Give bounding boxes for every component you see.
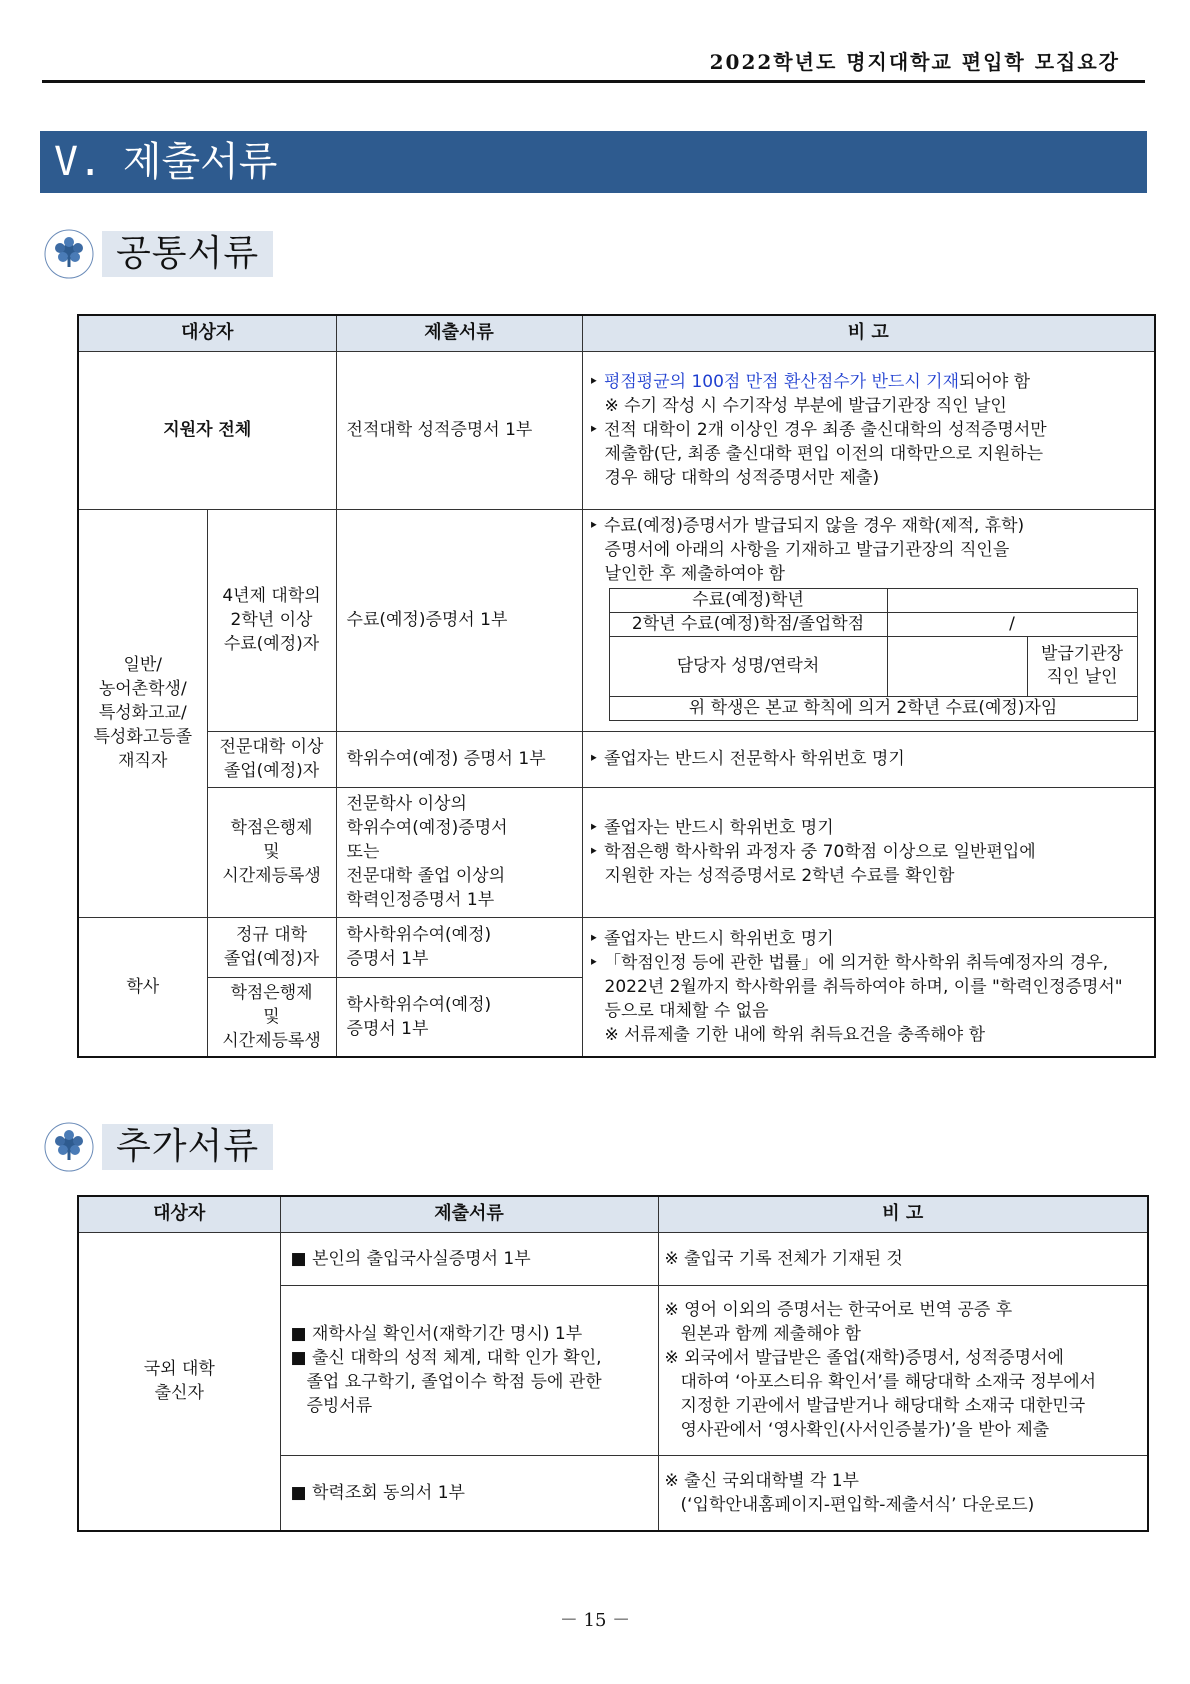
group-cell-general: 일반/ 농어촌학생/ 특성화고교/ 특성화고등졸 재직자 [78,509,207,917]
university-seal-logo [40,1120,98,1174]
column-header-remarks: 비 고 [658,1196,1148,1232]
section-number: V. [54,139,103,185]
document-cell: ■ 본인의 출입국사실증명서 1부 [280,1232,658,1285]
document-cell: 수료(예정)증명서 1부 [336,509,582,731]
table-row [78,1232,1148,1285]
triangle-bullet-icon: ‣ [588,420,599,440]
subheading-additional [40,1120,273,1174]
triangle-bullet-icon: ‣ [588,818,599,838]
table-row [78,917,1155,977]
certificate-form-table [609,588,1138,721]
column-header-target: 대상자 [78,315,336,351]
table-row [78,731,1155,787]
remarks-cell: ‣ 졸업자는 반드시 전문학사 학위번호 명기 [582,731,1155,787]
table-header-row [78,315,1155,351]
subtarget-cell: 정규 대학 졸업(예정)자 [207,917,336,977]
remarks-cell: ‣ 평점평균의 100점 만점 환산점수가 반드시 기재되어야 함 ※ 수기 작성 시 수기작성 부분에 발급기관장 직인 날인 ‣ 전적 대학이 2개 이상인 경우 최종 출신대학의 성적증명서만 제출함(단, 최종 출신대학 편입 이전의 대학만으로 지원하는 경우 해당 대학의 성적증명서만 제출) [582,351,1155,509]
table-header-row [78,1196,1148,1232]
target-cell: 지원자 전체 [78,351,336,509]
target-cell: 국외 대학 출신자 [78,1232,280,1531]
document-cell: ■ 재학사실 확인서(재학기간 명시) 1부 ■ 출신 대학의 성적 체계, 대학 인가 확인, 졸업 요구학기, 졸업이수 학점 등에 관한 증빙서류 [280,1285,658,1455]
form-value [887,636,1027,696]
document-cell: 학사학위수여(예정) 증명서 1부 [336,917,582,977]
form-statement: 위 학생은 본교 학칙에 의거 2학년 수료(예정)자임 [609,696,1137,720]
common-documents-table [77,314,1156,1058]
remarks-cell: ‣ 졸업자는 반드시 학위번호 명기 ‣ 학점은행 학사학위 과정자 중 70학점 이상으로 일반편입에 지원한 자는 성적증명서로 2학년 수료를 확인함 [582,787,1155,917]
remarks-cell: ‣ 졸업자는 반드시 학위번호 명기 ‣ 「학점인정 등에 관한 법률」에 의거한 학사학위 취득예정자의 경우, 2022년 2월까지 학사학위를 취득하여야 하며, 이를 "학력인정증명서" 등으로 대체할 수 없음 ※ 서류제출 기한 내에 학위 취득요건을 충족해야 함 [582,917,1155,1057]
column-header-target: 대상자 [78,1196,280,1232]
column-header-documents: 제출서류 [280,1196,658,1232]
document-cell: 전문학사 이상의 학위수여(예정)증명서 또는 전문대학 졸업 이상의 학력인정증명서 1부 [336,787,582,917]
subtarget-cell: 학점은행제 및 시간제등록생 [207,977,336,1057]
form-label: 2학년 수료(예정)학점/졸업학점 [609,612,887,636]
form-label: 담당자 성명/연락처 [609,636,887,696]
header-rule [42,80,1145,83]
group-cell-bachelor: 학사 [78,917,207,1057]
remarks-cell: ※ 출신 국외대학별 각 1부 (‘입학안내홈페이지-편입학-제출서식’ 다운로드) [658,1455,1148,1531]
table-row [78,509,1155,731]
subtarget-cell: 학점은행제 및 시간제등록생 [207,787,336,917]
remarks-cell: ※ 영어 이외의 증명서는 한국어로 번역 공증 후 원본과 함께 제출해야 함 ※ 외국에서 발급받은 졸업(재학)증명서, 성적증명서에 대하여 ‘아포스티유 확인서’를 해당대학 소재국 정부에서 지정한 기관에서 발급받거나 해당대학 소재국 대한민국 영사관에서 ‘영사확인(사서인증불가)’을 받아 제출 [658,1285,1148,1455]
subheading-common [40,227,273,281]
column-header-remarks: 비 고 [582,315,1155,351]
triangle-bullet-icon: ‣ [588,515,599,536]
document-cell: 학위수여(예정) 증명서 1부 [336,731,582,787]
page-number: － 15 － [559,1610,631,1631]
remarks-cell: ※ 출입국 기록 전체가 기재된 것 [658,1232,1148,1285]
triangle-bullet-icon: ‣ [588,749,599,769]
table-row [78,787,1155,917]
university-seal-logo [40,227,98,281]
subtarget-cell: 4년제 대학의 2학년 이상 수료(예정)자 [207,509,336,731]
square-bullet-icon: ■ [290,1348,307,1368]
form-value: / [887,612,1137,636]
subtarget-cell: 전문대학 이상 졸업(예정)자 [207,731,336,787]
square-bullet-icon: ■ [290,1324,307,1344]
document-cell: ■ 학력조회 동의서 1부 [280,1455,658,1531]
subheading-additional-label: 추가서류 [102,1124,273,1170]
form-value [887,588,1137,612]
table-row [78,351,1155,509]
form-label: 수료(예정)학년 [609,588,887,612]
triangle-bullet-icon: ‣ [588,372,599,392]
remarks-cell: ‣ 수료(예정)증명서가 발급되지 않을 경우 재학(제적, 휴학) 증명서에 아래의 사항을 기재하고 발급기관장의 직인을 날인한 후 제출하여야 함 수료(예정)학년 2학년 수료(예정)학점/졸업학점 / 담당자 성명/연락처 발급기관장 직인 날인 위 학생은 본교 학칙에 의거 2학년 수료(예정)자임 [582,509,1155,731]
subheading-common-label: 공통서류 [102,231,273,277]
square-bullet-icon: ■ [290,1248,307,1269]
section-banner [40,131,1147,193]
column-header-documents: 제출서류 [336,315,582,351]
form-seal-label: 발급기관장 직인 날인 [1027,636,1137,696]
additional-documents-table [77,1195,1149,1532]
triangle-bullet-icon: ‣ [588,928,599,949]
document-cell: 학사학위수여(예정) 증명서 1부 [336,977,582,1057]
section-title: 제출서류 [122,139,278,185]
square-bullet-icon: ■ [290,1482,307,1503]
document-header-title: 2022학년도 명지대학교 편입학 모집요강 [709,50,1120,74]
triangle-bullet-icon: ‣ [588,952,599,973]
triangle-bullet-icon: ‣ [588,842,599,862]
document-cell: 전적대학 성적증명서 1부 [336,351,582,509]
